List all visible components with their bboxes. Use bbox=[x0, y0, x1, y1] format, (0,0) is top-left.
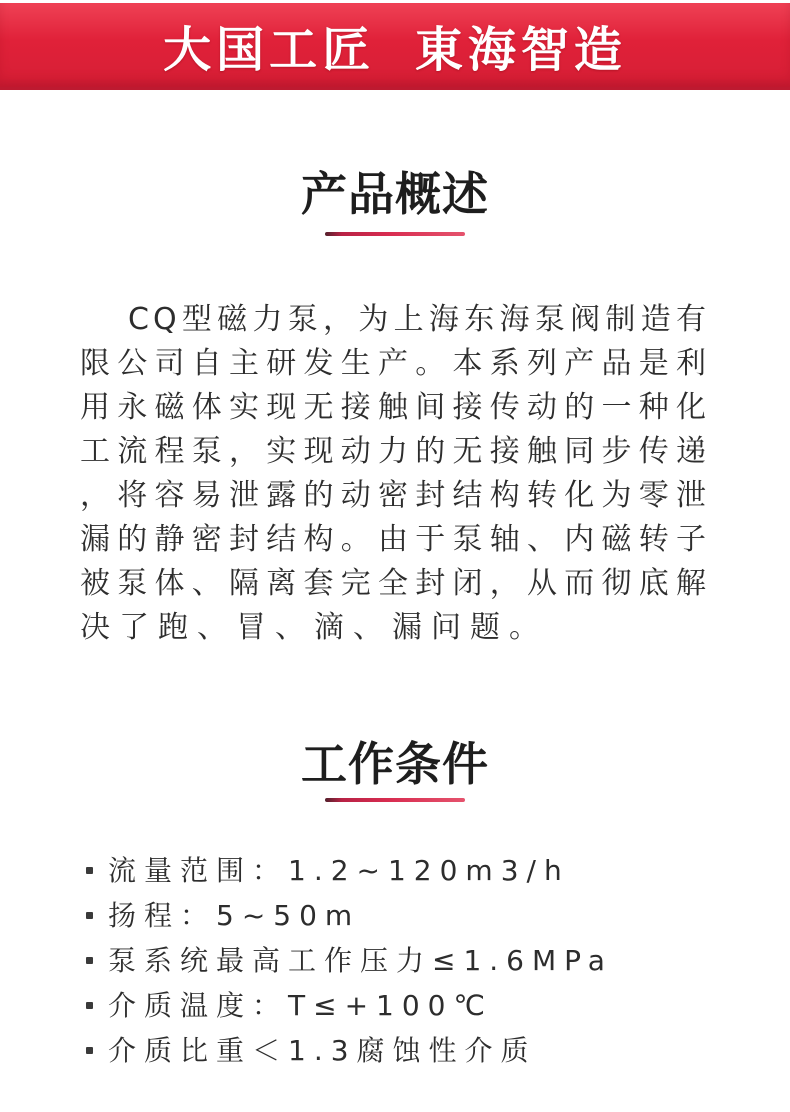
list-item bbox=[86, 848, 730, 893]
condition-text: 流量范围：1.2~120m3/h bbox=[108, 854, 570, 887]
paragraph-line: 被泵体、隔离套完全封闭，从而彻底解 bbox=[80, 566, 710, 601]
list-item bbox=[86, 983, 730, 1028]
section-overview bbox=[0, 167, 790, 650]
section-conditions bbox=[0, 737, 790, 1073]
paragraph-line: ，将容易泄露的动密封结构转化为零泄 bbox=[80, 478, 710, 513]
bullet-dot bbox=[86, 867, 93, 874]
bullet-dot bbox=[86, 1002, 93, 1009]
overview-title-underline bbox=[325, 232, 465, 236]
bullet-dot bbox=[86, 957, 93, 964]
overview-section-title: 产品概述 bbox=[301, 167, 489, 221]
banner-title: 大国工匠 東海智造 bbox=[163, 21, 627, 78]
list-item bbox=[86, 893, 730, 938]
paragraph-line: 漏的静密封结构。由于泵轴、内磁转子 bbox=[80, 522, 710, 557]
condition-text: 扬程：5~50m bbox=[108, 899, 361, 932]
paragraph-line: 用永磁体实现无接触间接传动的一种化 bbox=[80, 390, 710, 425]
condition-text: 泵系统最高工作压力≤1.6MPa bbox=[108, 944, 613, 977]
banner bbox=[0, 3, 790, 90]
list-item bbox=[86, 1028, 730, 1073]
condition-text: 介质温度：T≤+100℃ bbox=[108, 989, 493, 1022]
condition-text: 介质比重＜1.3腐蚀性介质 bbox=[108, 1034, 537, 1067]
conditions-list bbox=[86, 848, 730, 1073]
paragraph-line: 工流程泵，实现动力的无接触同步传递 bbox=[80, 434, 710, 469]
paragraph-line: 限公司自主研发生产。本系列产品是利 bbox=[80, 346, 710, 381]
paragraph-line: CQ型磁力泵，为上海东海泵阀制造有 bbox=[128, 302, 710, 337]
conditions-section-title: 工作条件 bbox=[301, 737, 489, 791]
overview-paragraph bbox=[80, 298, 710, 650]
list-item bbox=[86, 938, 730, 983]
bullet-dot bbox=[86, 912, 93, 919]
paragraph-line: 决了跑、冒、滴、漏问题。 bbox=[80, 610, 548, 645]
conditions-title-underline bbox=[325, 798, 465, 802]
bullet-dot bbox=[86, 1047, 93, 1054]
product-detail-page bbox=[0, 3, 790, 1112]
